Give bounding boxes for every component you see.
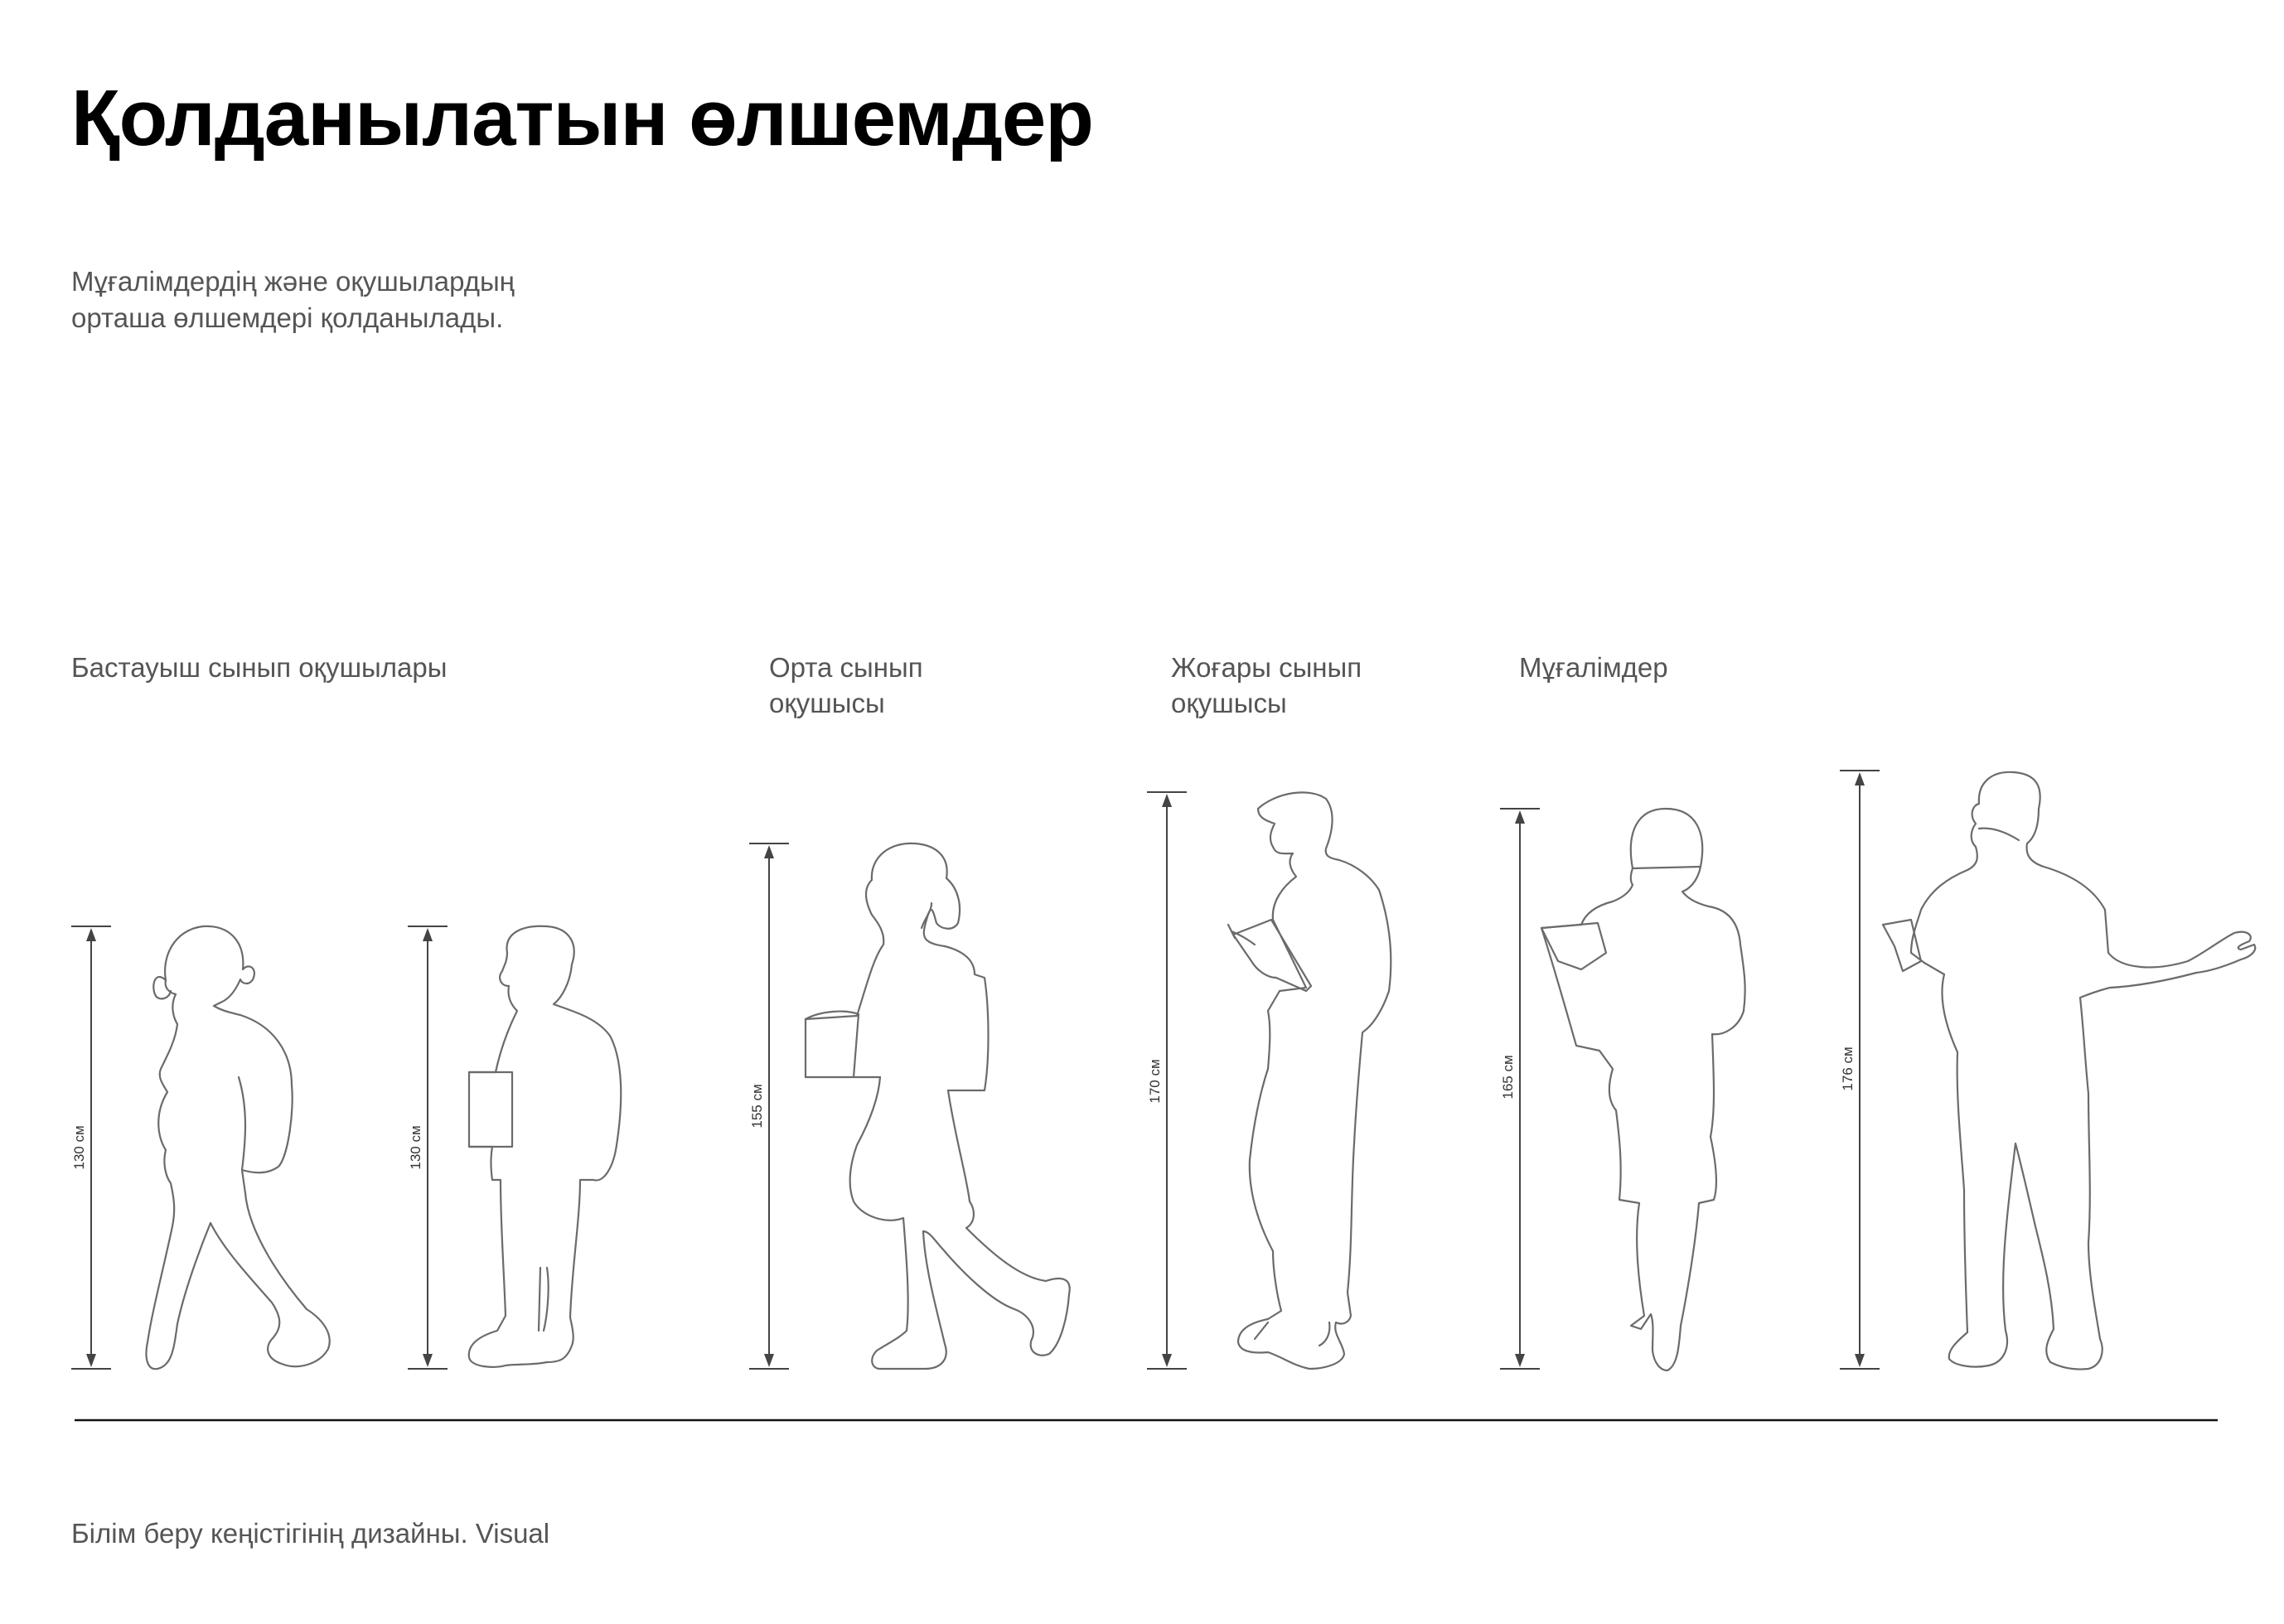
group-label-middle-line-1: Орта сынып xyxy=(769,652,923,683)
primary-girl-height-label: 130 см xyxy=(71,1125,87,1170)
group-label-primary: Бастауыш сынып оқушылары xyxy=(71,652,448,683)
arrow-down-icon xyxy=(423,1354,433,1367)
arrow-down-icon xyxy=(764,1354,774,1367)
arrow-down-icon xyxy=(1855,1354,1865,1367)
arrow-up-icon xyxy=(86,928,96,941)
male-teacher-gesturing-icon xyxy=(1883,772,2255,1370)
teacher-man-dimension xyxy=(1840,771,1880,1369)
walking-girl-with-folder-icon xyxy=(806,843,1070,1369)
subtitle-line-1: Мұғалімдердің және оқушылардың xyxy=(71,266,515,297)
arrow-up-icon xyxy=(764,845,774,858)
schoolboy-with-book-icon xyxy=(469,926,621,1367)
page-title: Қолданылатын өлшемдер xyxy=(71,74,1093,162)
footer-caption: Білім беру кеңістігінің дизайны. Visual xyxy=(71,1518,550,1549)
teacher-man-height-label: 176 см xyxy=(1840,1046,1856,1091)
group-label-high-line-2: оқушысы xyxy=(1171,688,1287,718)
high-boy-height-label: 170 см xyxy=(1147,1059,1163,1104)
arrow-down-icon xyxy=(1515,1354,1525,1367)
teacher-woman-height-label: 165 см xyxy=(1500,1055,1516,1100)
teacher-woman-dimension xyxy=(1500,809,1540,1369)
middle-girl-height-label: 155 см xyxy=(749,1084,765,1129)
teen-reading-book-icon xyxy=(1228,792,1391,1369)
arrow-up-icon xyxy=(1162,794,1172,807)
female-teacher-with-tablet-icon xyxy=(1541,809,1745,1370)
arrow-up-icon xyxy=(1515,810,1525,824)
primary-boy-dimension xyxy=(408,926,448,1369)
arrow-down-icon xyxy=(86,1354,96,1367)
arrow-down-icon xyxy=(1162,1354,1172,1367)
subtitle-line-2: орташа өлшемдері қолданылады. xyxy=(71,302,504,333)
primary-boy-height-label: 130 см xyxy=(408,1125,423,1170)
group-label-middle-line-2: оқушысы xyxy=(769,688,885,718)
high-boy-dimension xyxy=(1147,792,1187,1369)
primary-girl-dimension xyxy=(71,926,111,1369)
group-label-high-line-1: Жоғары сынып xyxy=(1171,652,1362,683)
arrow-up-icon xyxy=(1855,772,1865,785)
middle-girl-dimension xyxy=(749,843,789,1369)
group-label-teachers: Мұғалімдер xyxy=(1519,652,1668,683)
schoolgirl-with-backpack-icon xyxy=(147,926,330,1369)
arrow-up-icon xyxy=(423,928,433,941)
